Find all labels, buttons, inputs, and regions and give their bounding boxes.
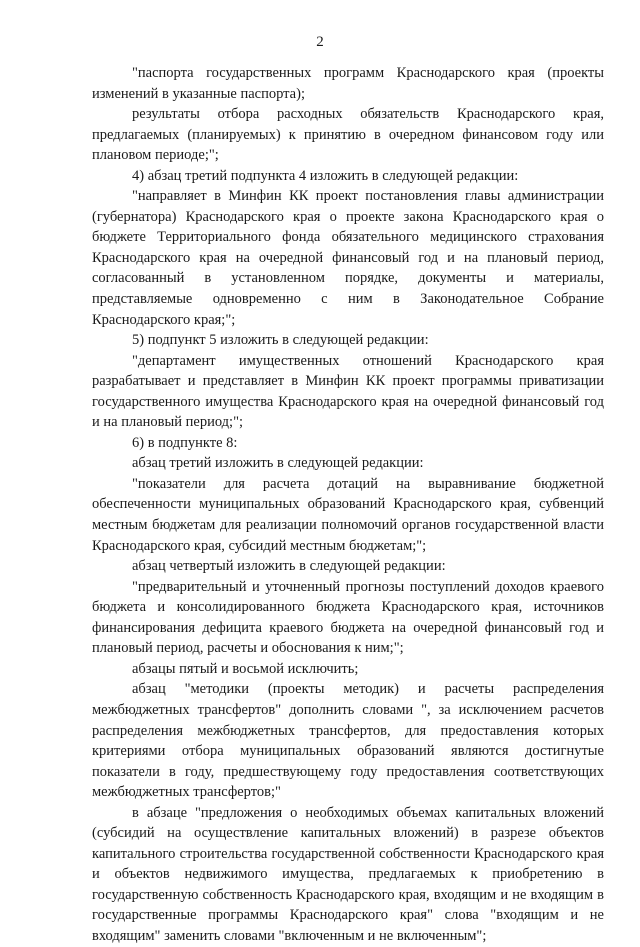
paragraph: "предварительный и уточненный прогнозы поступлений доходов краевого бюджета и консолидированного бюджета Краснодарского края, источников финансирования дефицита краевого бюджета на очередной финансовый год и плановый период, расчеты и обоснования к ним;";	[92, 578, 604, 657]
paragraph: результаты отбора расходных обязательств Краснодарского края, предлагаемых (планируемых) к принятию в очередном финансовом году или плановом периоде;";	[92, 106, 604, 164]
paragraph: абзацы пятый и восьмой исключить;	[132, 660, 359, 677]
paragraph: 6) в подпункте 8:	[132, 434, 238, 451]
paragraph: "показатели для расчета дотаций на выравнивание бюджетной обеспеченности муниципальных образований Краснодарского края, субвенций местным бюджетам для реализации полномочий органов государственной власти Краснодарского края, субсидий местным бюджетам;";	[92, 475, 604, 554]
paragraph: абзац "методики (проекты методик) и расчеты распределения межбюджетных трансфертов" дополнить словами ", за исключением расчетов распределения межбюджетных трансфертов, для предоставления которых критериями отбора муниципальных образований являются достигнутые показатели в году, предшествующему году предоставления соответствующих межбюджетных трансфертов;"	[92, 681, 604, 801]
paragraph: "направляет в Минфин КК проект постановления главы администрации (губернатора) Краснодарского края о проекте закона Краснодарского края о бюджете Территориального фонда обязательного медицинского страхования Краснодарского края на очередной финансовый год и на плановый период, согласованный в установленном порядке, документы и материалы, представляемые одновременно с ним в Законодательное Собрание Краснодарского края;";	[92, 188, 604, 328]
paragraph: 5) подпункт 5 изложить в следующей редакции:	[132, 332, 429, 349]
paragraph: 4) абзац третий подпункта 4 изложить в следующей редакции:	[132, 167, 519, 184]
document-body	[92, 63, 604, 947]
page-number: 2	[316, 34, 324, 50]
paragraph: абзац четвертый изложить в следующей редакции:	[132, 558, 446, 575]
paragraph: в абзаце "предложения о необходимых объемах капитальных вложений (субсидий на осуществление капитальных вложений) в разрезе объектов капитального строительства государственной собственности Краснодарского края и объектов недвижимого имущества, предлагаемых к приобретению в государственную собственность Краснодарского края, входящим и не входящим в государственные программы Краснодарского края" слова "входящим и не входящим" заменить словами "включенным и не включенным";	[92, 804, 604, 944]
paragraph: абзац третий изложить в следующей редакции:	[132, 455, 424, 472]
paragraph: "департамент имущественных отношений Краснодарского края разрабатывает и представляет в Минфин КК проект программы приватизации государственного имущества Краснодарского края на очередной финансовый год и на плановый период;";	[92, 352, 604, 431]
paragraph: "паспорта государственных программ Краснодарского края (проекты изменений в указанные паспорта);	[92, 65, 604, 102]
